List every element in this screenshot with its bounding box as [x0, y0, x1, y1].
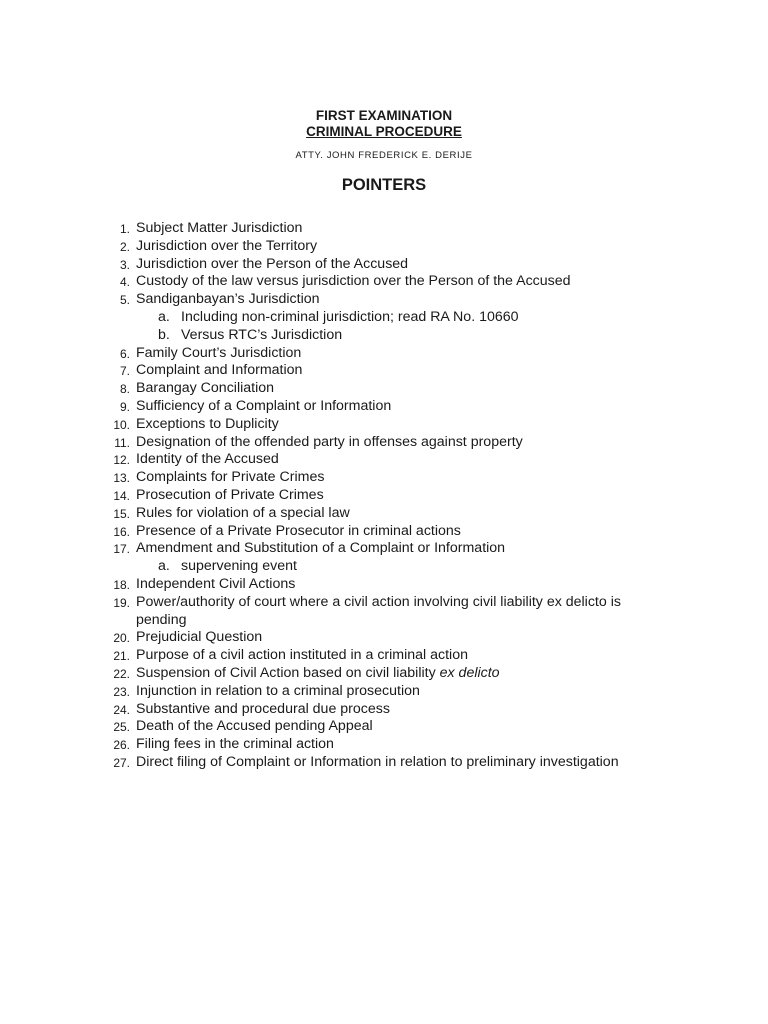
list-item-number: 13.	[113, 471, 130, 486]
list-item-text	[136, 345, 666, 363]
list-subitem-text: Versus RTC’s Jurisdiction	[181, 326, 343, 343]
list-item	[0, 238, 768, 256]
list-item-number: 17.	[113, 542, 130, 557]
list-item-number: 21.	[113, 649, 130, 664]
list-item-label: Jurisdiction over the Person of the Accused	[136, 255, 409, 272]
list-item	[0, 736, 768, 754]
list-item-number: 4.	[119, 275, 130, 290]
list-item-label: Exceptions to Duplicity	[136, 415, 279, 432]
list-item	[0, 434, 768, 452]
list-subitem	[0, 309, 768, 327]
list-item	[0, 576, 768, 594]
list-item-number: 1.	[119, 222, 130, 236]
document-subtitle: CRIMINAL PROCEDURE	[306, 124, 462, 139]
list-item-label: Complaint and Information	[136, 362, 303, 379]
list-item-text	[136, 701, 666, 719]
list-item-number: 20.	[113, 631, 130, 646]
list-item-number: 3.	[119, 257, 130, 272]
section-heading: POINTERS	[341, 176, 427, 194]
list-item-number: 2.	[119, 239, 130, 254]
list-item-text	[136, 398, 666, 416]
list-item-label: Identity of the Accused	[136, 451, 279, 468]
list-item	[0, 362, 768, 380]
list-item-label: Injunction in relation to a criminal prosecution	[136, 682, 420, 699]
list-item	[0, 220, 768, 238]
list-item-label: Independent Civil Actions	[136, 575, 296, 592]
list-item-label: Family Court’s Jurisdiction	[136, 344, 302, 361]
list-subitem	[0, 327, 768, 345]
list-item-text	[136, 576, 666, 594]
list-item-text	[136, 238, 666, 256]
list-item-text	[136, 647, 666, 665]
list-item-number: 6.	[119, 346, 130, 361]
list-item	[0, 273, 768, 291]
list-item-text	[136, 451, 666, 469]
list-item	[0, 398, 768, 416]
list-item-label: Barangay Conciliation	[136, 380, 275, 397]
list-item	[0, 718, 768, 736]
list-item-number: 8.	[119, 382, 130, 397]
list-item-text	[136, 416, 666, 434]
list-item	[0, 345, 768, 363]
list-item-number: 18.	[113, 577, 130, 592]
list-item-label: Designation of the offended party in offenses against property	[136, 433, 523, 450]
list-item-number: 25.	[113, 720, 130, 735]
list-subitem-letter: a.	[158, 558, 170, 575]
list-subitem	[0, 558, 768, 576]
list-item	[0, 754, 768, 772]
list-item-text	[136, 291, 666, 309]
list-item-label: Sandiganbayan’s Jurisdiction	[136, 291, 320, 308]
list-item-label: Amendment and Substitution of a Complaint or Information	[136, 540, 506, 557]
list-item-text	[136, 594, 666, 630]
list-item-text	[136, 736, 666, 754]
list-item-italic-term: ex delicto	[439, 664, 500, 681]
list-item-label: Direct filing of Complaint or Information in relation to preliminary investigation	[136, 753, 619, 770]
list-item-label: Prosecution of Private Crimes	[136, 486, 324, 503]
list-item-label: Filing fees in the criminal action	[136, 736, 334, 753]
list-item-number: 14.	[113, 488, 130, 503]
list-item-text	[136, 434, 666, 452]
list-item-number: 27.	[113, 755, 130, 770]
list-item	[0, 469, 768, 487]
list-item-number: 9.	[119, 399, 130, 414]
list-item-text	[136, 683, 666, 701]
list-item-number: 23.	[113, 684, 130, 699]
list-item-number: 16.	[113, 524, 130, 539]
list-item	[0, 451, 768, 469]
list-item-label: Presence of a Private Prosecutor in criminal actions	[136, 522, 461, 539]
list-item	[0, 647, 768, 665]
list-item-label: Substantive and procedural due process	[136, 700, 390, 717]
list-item-label: Power/authority of court where a civil action involving civil liability ex delicto is pending	[136, 593, 621, 628]
list-item-label: Death of the Accused pending Appeal	[136, 718, 373, 735]
document-author: ATTY. JOHN FREDERICK E. DERIJE	[295, 150, 473, 161]
list-item-number: 7.	[119, 364, 130, 379]
document-title: FIRST EXAMINATION	[315, 108, 453, 123]
list-item-number: 26.	[113, 738, 130, 753]
list-item	[0, 701, 768, 719]
list-item-label: Purpose of a civil action instituted in a criminal action	[136, 647, 468, 664]
list-item-text	[136, 540, 666, 558]
list-item	[0, 380, 768, 398]
list-item-number: 15.	[113, 506, 130, 521]
list-item-number: 5.	[119, 293, 130, 308]
list-item-text	[136, 629, 666, 647]
list-item-text	[136, 505, 666, 523]
list-item	[0, 487, 768, 505]
list-item-text	[136, 718, 666, 736]
list-item-number: 19.	[113, 595, 130, 610]
list-item-number: 22.	[113, 666, 130, 681]
list-item	[0, 594, 768, 630]
list-item-label: Subject Matter Jurisdiction	[136, 220, 303, 236]
list-item-text	[136, 665, 666, 683]
list-item-number: 12.	[113, 453, 130, 468]
list-item	[0, 540, 768, 558]
list-item-number: 24.	[113, 702, 130, 717]
pointer-list	[0, 220, 768, 772]
list-item-label: Sufficiency of a Complaint or Information	[136, 397, 392, 414]
list-item-label: Rules for violation of a special law	[136, 504, 350, 521]
list-item	[0, 291, 768, 309]
list-item-text	[136, 220, 666, 238]
list-item-label: Complaints for Private Crimes	[136, 469, 325, 486]
list-item	[0, 665, 768, 683]
list-item-text	[136, 523, 666, 541]
list-item	[0, 683, 768, 701]
list-item	[0, 629, 768, 647]
list-subitem-text: Including non-criminal jurisdiction; read RA No. 10660	[181, 308, 519, 325]
list-item-label: Suspension of Civil Action based on civil liability	[136, 664, 440, 681]
list-item-label: Prejudicial Question	[136, 629, 263, 646]
list-item	[0, 505, 768, 523]
list-item	[0, 416, 768, 434]
list-item-number: 11.	[114, 435, 130, 450]
list-subitem-letter: b.	[158, 326, 170, 343]
list-item-text	[136, 469, 666, 487]
list-item	[0, 256, 768, 274]
list-item	[0, 523, 768, 541]
list-item-text	[136, 487, 666, 505]
list-item-label: Jurisdiction over the Territory	[136, 237, 318, 254]
document-header	[0, 108, 768, 195]
list-item-text	[136, 754, 666, 772]
list-item-text	[136, 273, 666, 291]
list-subitem-letter: a.	[158, 308, 170, 325]
list-item-text	[136, 362, 666, 380]
list-subitem-text: supervening event	[181, 558, 297, 575]
list-item-label: Custody of the law versus jurisdiction over the Person of the Accused	[136, 273, 571, 290]
list-item-number: 10.	[113, 417, 130, 432]
list-item-text	[136, 256, 666, 274]
list-item-text	[136, 380, 666, 398]
